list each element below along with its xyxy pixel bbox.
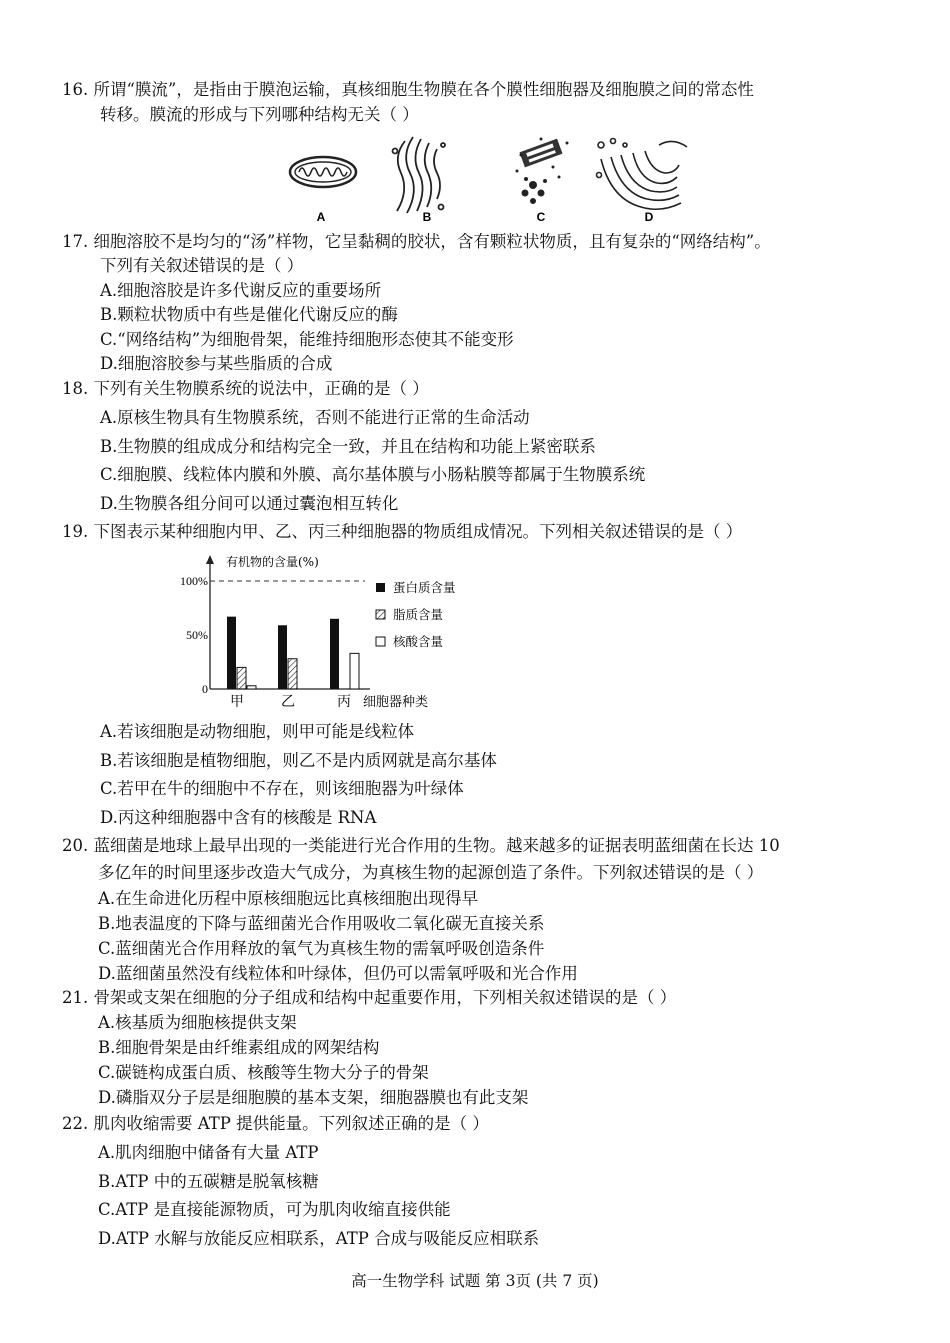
legend-label-protein: 蛋白质含量 bbox=[393, 580, 456, 595]
figure-label-c: C bbox=[536, 210, 546, 224]
question-17-text-line-1: 17. 细胞溶胶不是均匀的“汤”样物，它呈黏稠的胶状，含有颗粒状物质，且有复杂的“网络结构”。 bbox=[62, 232, 771, 251]
question-17-text-line-2: 下列有关叙述错误的是（ ） bbox=[100, 256, 304, 275]
y-tick-0: 0 bbox=[202, 682, 208, 696]
question-18-option-b: B.生物膜的组成成分和结构完全一致，并且在结构和功能上紧密联系 bbox=[100, 437, 596, 456]
question-17-option-a: A.细胞溶胶是许多代谢反应的重要场所 bbox=[100, 281, 382, 300]
question-20-text-line-2: 多亿年的时间里逐步改造大气成分，为真核生物的起源创造了条件。下列叙述错误的是（ ） bbox=[98, 863, 764, 882]
category-label-jia: 甲 bbox=[230, 694, 244, 710]
legend-swatch-nucleic-acid bbox=[376, 637, 385, 646]
question-21-option-a: A.核基质为细胞核提供支架 bbox=[98, 1013, 297, 1032]
question-16-text-line-2: 转移。膜流的形成与下列哪种结构无关（ ） bbox=[100, 105, 419, 124]
question-19-option-d: D.丙这种细胞器中含有的核酸是 RNA bbox=[100, 808, 377, 827]
figure-label-a: A bbox=[316, 210, 326, 224]
y-tick-100: 100% bbox=[180, 574, 208, 588]
bar-protein-bing bbox=[330, 619, 339, 689]
question-19-option-a: A.若该细胞是动物细胞，则甲可能是线粒体 bbox=[100, 722, 415, 741]
legend-swatch-protein bbox=[376, 583, 385, 592]
golgi-apparatus-icon bbox=[393, 137, 446, 213]
chart-y-axis-label: 有机物的含量(%) bbox=[226, 555, 319, 569]
mitochondrion-icon bbox=[290, 157, 356, 187]
page-footer: 高一生物学科 试题 第 3页 (共 7 页) bbox=[351, 1272, 599, 1290]
organelle-figure bbox=[283, 131, 693, 225]
question-20-option-c: C.蓝细菌光合作用释放的氧气为真核生物的需氧呼吸创造条件 bbox=[98, 939, 545, 958]
question-20-option-d: D.蓝细菌虽然没有线粒体和叶绿体，但仍可以需氧呼吸和光合作用 bbox=[98, 964, 578, 983]
question-21-option-d: D.磷脂双分子层是细胞膜的基本支架，细胞器膜也有此支架 bbox=[98, 1088, 529, 1107]
question-18-option-a: A.原核生物具有生物膜系统，否则不能进行正常的生命活动 bbox=[100, 408, 530, 427]
question-20-option-b: B.地表温度的下降与蓝细菌光合作用吸收二氧化碳无直接关系 bbox=[98, 914, 545, 933]
question-17-option-b: B.颗粒状物质中有些是催化代谢反应的酶 bbox=[100, 305, 398, 324]
bar-protein-yi bbox=[278, 625, 287, 689]
question-18-text-line-1: 18. 下列有关生物膜系统的说法中，正确的是（ ） bbox=[62, 379, 429, 398]
question-18-option-c: C.细胞膜、线粒体内膜和外膜、高尔基体膜与小肠粘膜等都属于生物膜系统 bbox=[100, 465, 646, 484]
centrosome-icon bbox=[516, 138, 569, 205]
bar-nucleic-acid-bing bbox=[350, 653, 359, 689]
figure-label-d: D bbox=[644, 210, 654, 224]
question-17-option-d: D.细胞溶胶参与某些脂质的合成 bbox=[100, 354, 333, 373]
legend-swatch-lipid bbox=[376, 610, 385, 619]
category-label-bing: 丙 bbox=[337, 694, 351, 710]
question-19-option-b: B.若该细胞是植物细胞，则乙不是内质网就是高尔基体 bbox=[100, 751, 497, 770]
category-label-yi: 乙 bbox=[281, 694, 295, 710]
figure-label-b: B bbox=[422, 210, 432, 224]
legend-label-lipid: 脂质含量 bbox=[393, 607, 444, 622]
bar-nucleic-acid-jia bbox=[247, 686, 256, 689]
organelle-composition-chart bbox=[180, 551, 490, 716]
question-20-option-a: A.在生命进化历程中原核细胞远比真核细胞出现得早 bbox=[98, 889, 479, 908]
bar-lipid-jia bbox=[237, 667, 246, 689]
legend-label-nucleic-acid: 核酸含量 bbox=[393, 634, 444, 649]
chart-x-axis-label: 细胞器种类 bbox=[363, 695, 429, 710]
question-22-option-d: D.ATP 水解与放能反应相联系，ATP 合成与吸能反应相联系 bbox=[98, 1229, 540, 1248]
question-16-text-line-1: 16. 所谓“膜流”，是指由于膜泡运输，真核细胞生物膜在各个膜性细胞器及细胞膜之间的常态性 bbox=[62, 80, 754, 99]
question-19-text-line-1: 19. 下图表示某种细胞内甲、乙、丙三种细胞器的物质组成情况。下列相关叙述错误的是（ ） bbox=[62, 522, 743, 541]
question-21-option-c: C.碳链构成蛋白质、核酸等生物大分子的骨架 bbox=[98, 1063, 429, 1082]
question-21-option-b: B.细胞骨架是由纤维素组成的网架结构 bbox=[98, 1038, 380, 1057]
question-17-option-c: C.“网络结构”为细胞骨架，能维持细胞形态使其不能变形 bbox=[100, 330, 514, 349]
question-21-text-line-1: 21. 骨架或支架在细胞的分子组成和结构中起重要作用，下列相关叙述错误的是（ ） bbox=[62, 988, 677, 1007]
question-19-option-c: C.若甲在牛的细胞中不存在，则该细胞器为叶绿体 bbox=[100, 779, 464, 798]
question-22-text-line-1: 22. 肌肉收缩需要 ATP 提供能量。下列叙述正确的是（ ） bbox=[62, 1114, 489, 1133]
question-22-option-c: C.ATP 是直接能源物质，可为肌肉收缩直接供能 bbox=[98, 1200, 451, 1219]
y-tick-50: 50% bbox=[186, 628, 208, 642]
question-18-option-d: D.生物膜各组分间可以通过囊泡相互转化 bbox=[100, 494, 399, 513]
endoplasmic-reticulum-icon bbox=[597, 139, 688, 210]
question-20-text-line-1: 20. 蓝细菌是地球上最早出现的一类能进行光合作用的生物。越来越多的证据表明蓝细菌在长达 10 bbox=[62, 836, 780, 855]
question-22-option-b: B.ATP 中的五碳糖是脱氧核糖 bbox=[98, 1172, 319, 1191]
bar-lipid-yi bbox=[288, 659, 297, 689]
question-22-option-a: A.肌肉细胞中储备有大量 ATP bbox=[98, 1143, 319, 1162]
bar-protein-jia bbox=[227, 617, 236, 689]
